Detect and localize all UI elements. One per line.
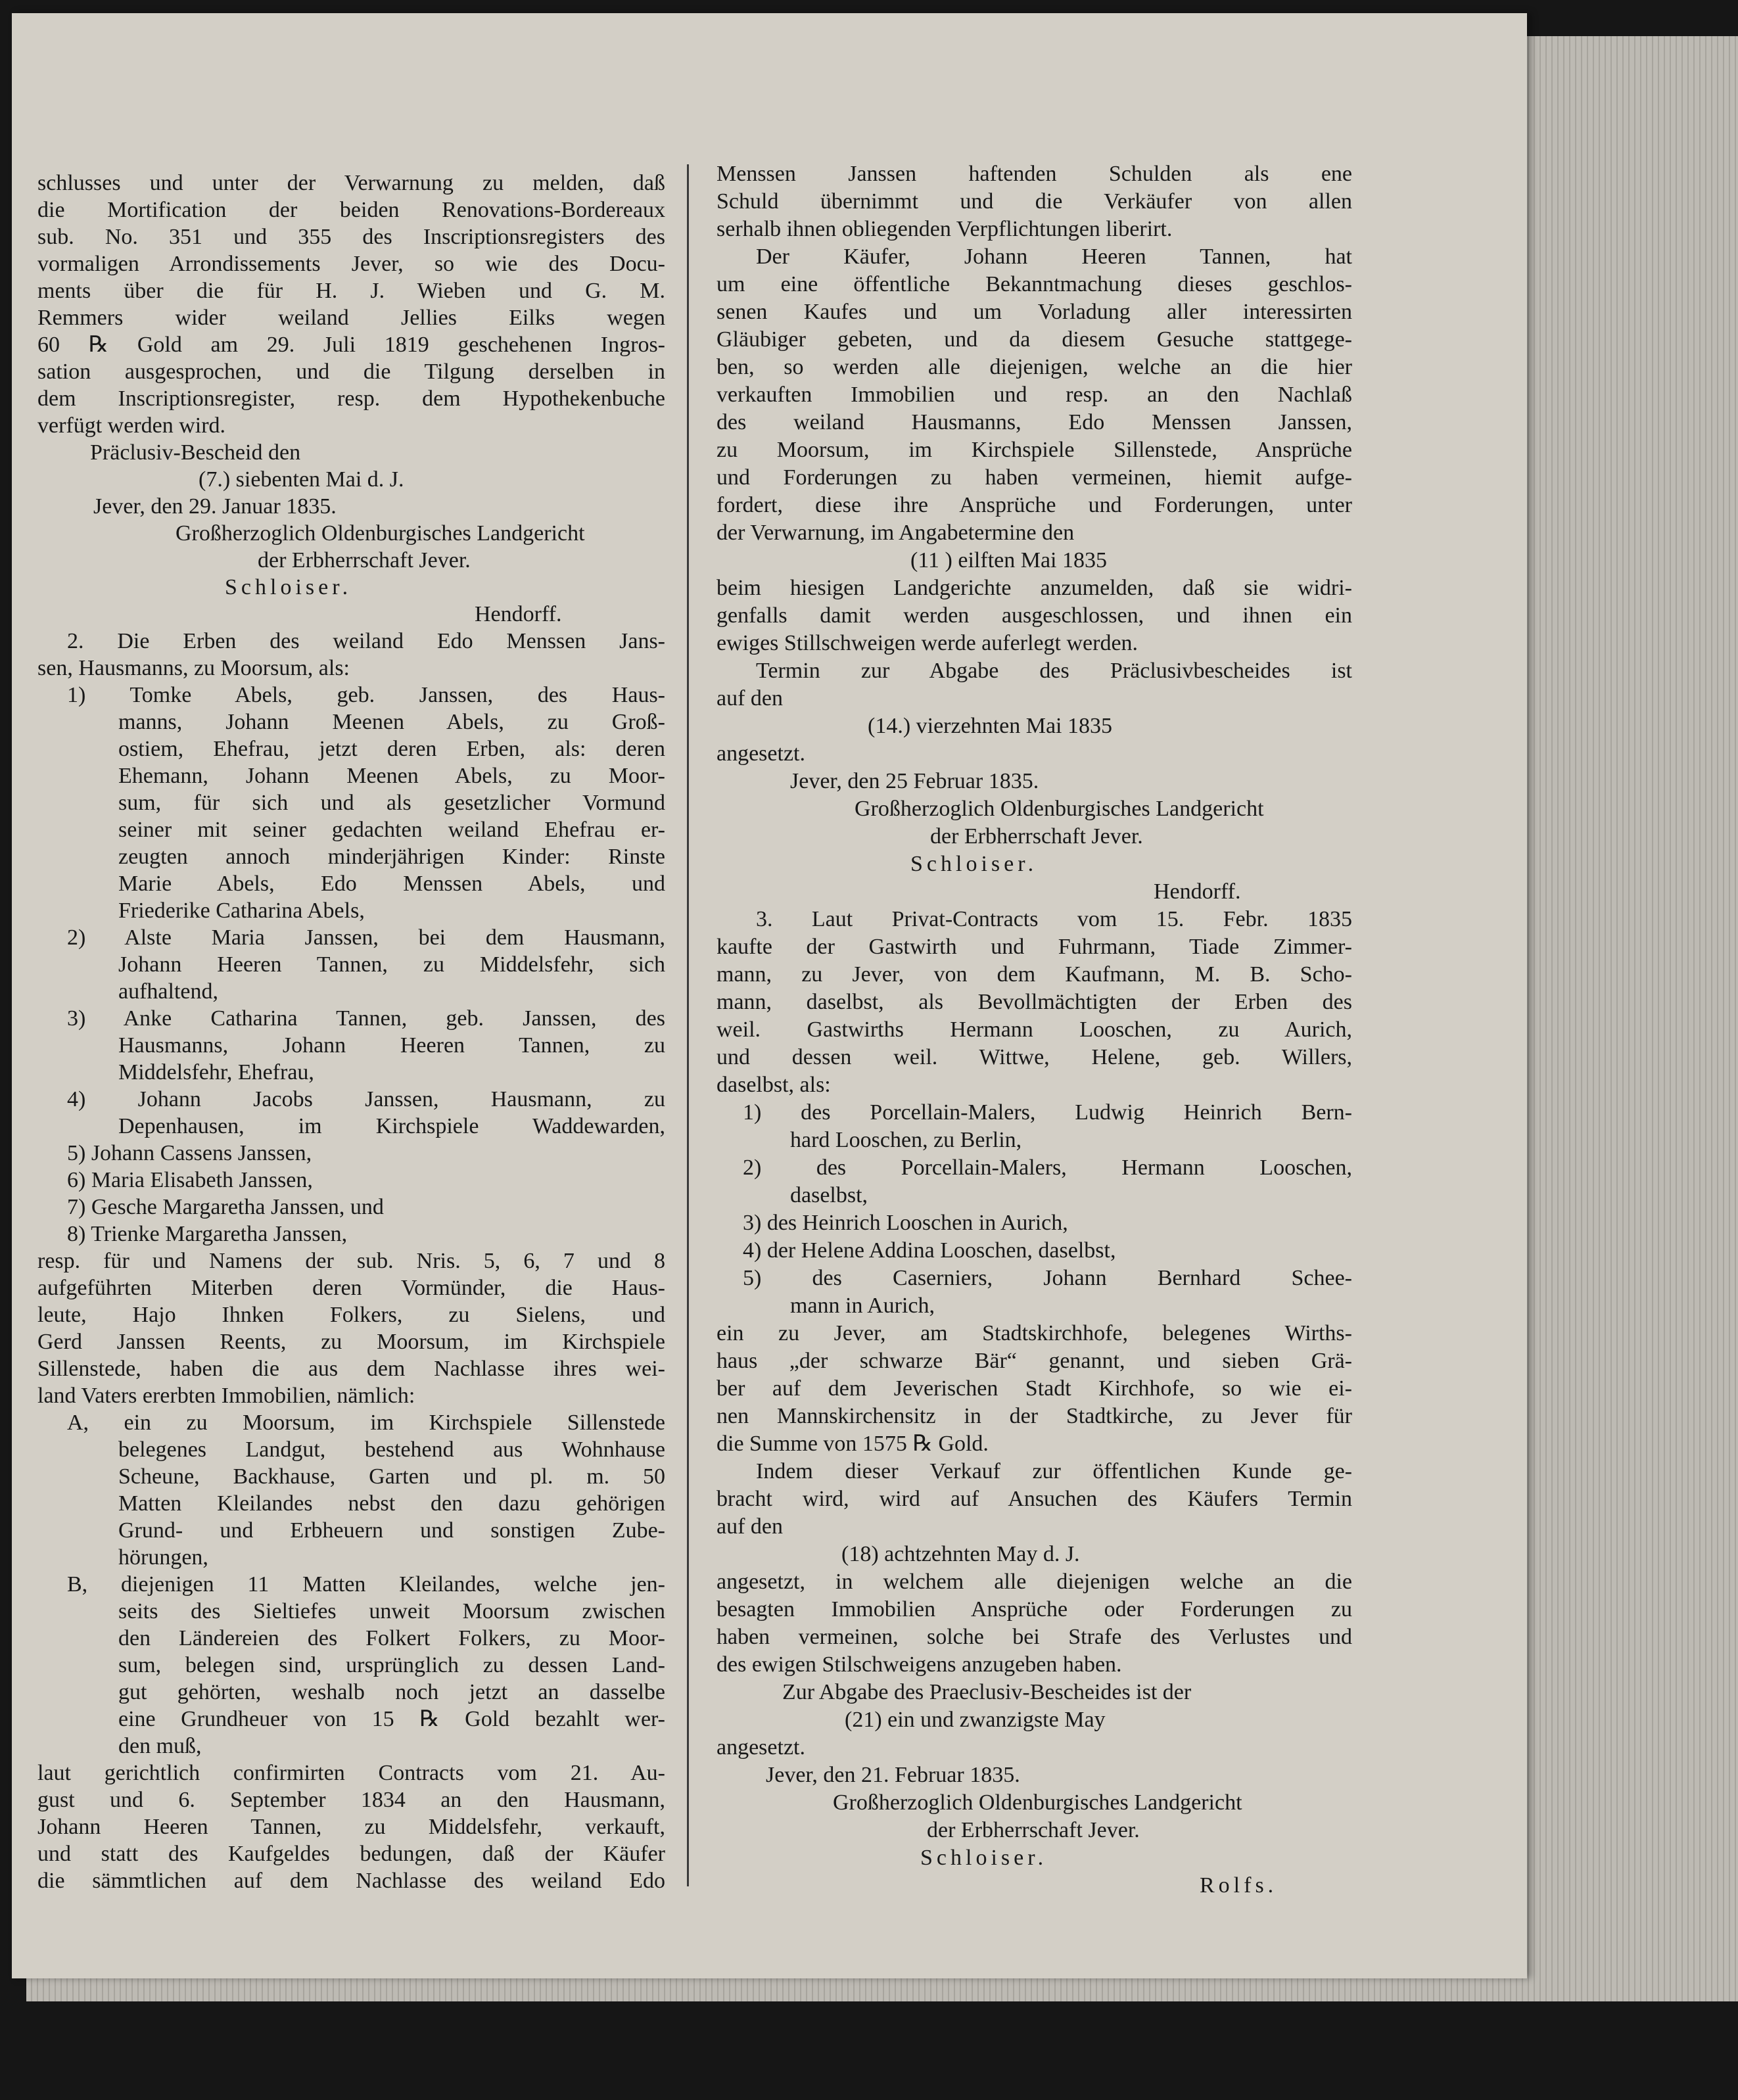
left-line-18: 2. Die Erben des weiland Edo Menssen Jans- xyxy=(67,629,665,653)
right-line-22: angesetzt. xyxy=(716,741,805,766)
left-line-51: Grund- und Erbheuern und sonstigen Zube- xyxy=(118,1518,665,1543)
left-line-63: und statt des Kaufgeldes bedungen, daß der Käufer xyxy=(37,1842,665,1866)
left-line-26: zeugten annoch minderjährigen Kinder: Rinste xyxy=(118,845,665,869)
left-line-11: Präclusiv-Bescheid den xyxy=(90,440,301,465)
right-line-54: haben vermeinen, solche bei Strafe des Verlustes und xyxy=(716,1625,1352,1649)
right-line-32: weil. Gastwirths Hermann Looschen, zu Aurich, xyxy=(716,1017,1352,1042)
left-line-20: 1) Tomke Abels, geb. Janssen, des Haus- xyxy=(67,683,665,707)
right-line-26: Schloiser. xyxy=(910,852,1038,876)
left-line-38: 6) Maria Elisabeth Janssen, xyxy=(67,1168,313,1192)
right-line-55: des ewigen Stilschweigens anzugeben haben. xyxy=(716,1652,1122,1677)
left-line-1: schlusses und unter der Verwarnung zu melden, daß xyxy=(37,171,665,195)
right-line-41: 5) des Caserniers, Johann Bernhard Schee- xyxy=(743,1266,1352,1290)
left-line-22: ostiem, Ehefrau, jetzt deren Erben, als: deren xyxy=(118,737,665,761)
right-line-16: beim hiesigen Landgerichte anzumelden, daß sie widri- xyxy=(716,576,1352,600)
right-line-57: (21) ein und zwanzigste May xyxy=(845,1708,1106,1732)
left-line-60: laut gerichtlich confirmirten Contracts vom 21. Au- xyxy=(37,1761,665,1785)
right-line-34: daselbst, als: xyxy=(716,1073,831,1097)
right-line-50: auf den xyxy=(716,1514,784,1539)
left-line-43: leute, Hajo Ihnken Folkers, zu Sielens, und xyxy=(37,1303,665,1327)
right-line-45: ber auf dem Jeverischen Stadt Kirchhofe, so wie ei- xyxy=(716,1376,1352,1401)
left-line-50: Matten Kleilandes nebst den dazu gehörigen xyxy=(118,1491,665,1516)
left-line-55: den Ländereien des Folkert Folkers, zu Moor- xyxy=(118,1626,665,1650)
right-line-42: mann in Aurich, xyxy=(790,1294,935,1318)
right-line-23: Jever, den 25 Februar 1835. xyxy=(790,769,1039,793)
right-line-25: der Erbherrschaft Jever. xyxy=(930,824,1143,849)
right-line-1: Menssen Janssen haftenden Schulden als ene xyxy=(716,162,1352,186)
right-line-31: mann, daselbst, als Bevollmächtigten der Erben des xyxy=(716,990,1352,1014)
left-line-39: 7) Gesche Margaretha Janssen, und xyxy=(67,1195,384,1219)
right-column xyxy=(716,160,1352,1900)
right-line-51: (18) achtzehnten May d. J. xyxy=(841,1542,1080,1566)
left-line-59: den muß, xyxy=(118,1734,202,1758)
right-line-37: 2) des Porcellain-Malers, Hermann Looschen, xyxy=(743,1155,1352,1180)
left-line-17: Hendorff. xyxy=(475,602,562,626)
left-line-2: die Mortification der beiden Renovations-Bordereaux xyxy=(37,198,665,222)
right-line-9: verkauften Immobilien und resp. an den Nachlaß xyxy=(716,383,1352,407)
left-line-30: Johann Heeren Tannen, zu Middelsfehr, sich xyxy=(118,952,665,977)
left-line-21: manns, Johann Meenen Abels, zu Groß- xyxy=(118,710,665,734)
left-line-27: Marie Abels, Edo Menssen Abels, und xyxy=(118,872,665,896)
right-line-12: und Forderungen zu haben vermeinen, hiemit aufge- xyxy=(716,465,1352,490)
left-line-5: ments über die für H. J. Wieben und G. M. xyxy=(37,279,665,303)
right-line-28: 3. Laut Privat-Contracts vom 15. Febr. 1835 xyxy=(756,907,1352,931)
left-line-44: Gerd Janssen Reents, zu Moorsum, im Kirchspiele xyxy=(37,1330,665,1354)
right-line-3: serhalb ihnen obliegenden Verpflichtungen liberirt. xyxy=(716,217,1173,241)
left-line-15: der Erbherrschaft Jever. xyxy=(258,548,471,572)
left-line-12: (7.) siebenten Mai d. J. xyxy=(199,467,404,492)
left-line-19: sen, Hausmanns, zu Moorsum, als: xyxy=(37,656,350,680)
left-line-56: sum, belegen sind, ursprünglich zu dessen Land- xyxy=(118,1653,665,1677)
left-line-34: Middelsfehr, Ehefrau, xyxy=(118,1060,314,1085)
right-line-35: 1) des Porcellain-Malers, Ludwig Heinrich Bern- xyxy=(743,1100,1352,1125)
left-line-7: 60 ℞ Gold am 29. Juli 1819 geschehenen Ingros- xyxy=(37,333,665,357)
right-line-48: Indem dieser Verkauf zur öffentlichen Kunde ge- xyxy=(756,1459,1352,1483)
right-line-58: angesetzt. xyxy=(716,1735,805,1760)
right-line-10: des weiland Hausmanns, Edo Menssen Janssen, xyxy=(716,410,1352,434)
left-column xyxy=(37,170,665,1894)
right-line-52: angesetzt, in welchem alle diejenigen welche an die xyxy=(716,1570,1352,1594)
right-line-53: besagten Immobilien Ansprüche oder Forderungen zu xyxy=(716,1597,1352,1622)
left-line-28: Friederike Catharina Abels, xyxy=(118,898,365,923)
left-line-49: Scheune, Backhause, Garten und pl. m. 50 xyxy=(118,1464,665,1489)
right-line-5: um eine öffentliche Bekanntmachung dieses geschlos- xyxy=(716,272,1352,296)
right-line-11: zu Moorsum, im Kirchspiele Sillenstede, Ansprüche xyxy=(716,438,1352,462)
right-line-18: ewiges Stillschweigen werde auferlegt werden. xyxy=(716,631,1139,655)
left-line-8: sation ausgesprochen, und die Tilgung derselben in xyxy=(37,360,665,384)
left-line-61: gust und 6. September 1834 an den Hausmann, xyxy=(37,1788,665,1812)
left-line-37: 5) Johann Cassens Janssen, xyxy=(67,1141,312,1165)
right-line-44: haus „der schwarze Bär“ genannt, und sieben Grä- xyxy=(716,1349,1352,1373)
right-line-13: fordert, diese ihre Ansprüche und Forderungen, unter xyxy=(716,493,1352,517)
right-line-30: mann, zu Jever, von dem Kaufmann, M. B. Scho- xyxy=(716,962,1352,987)
right-line-38: daselbst, xyxy=(790,1183,868,1207)
right-line-36: hard Looschen, zu Berlin, xyxy=(790,1128,1022,1152)
right-line-40: 4) der Helene Addina Looschen, daselbst, xyxy=(743,1238,1116,1263)
left-line-57: gut gehörten, weshalb noch jetzt an dasselbe xyxy=(118,1680,665,1704)
right-line-61: der Erbherrschaft Jever. xyxy=(927,1818,1140,1842)
left-line-54: seits des Sieltiefes unweit Moorsum zwischen xyxy=(118,1599,665,1623)
left-line-46: land Vaters ererbten Immobilien, nämlich: xyxy=(37,1384,415,1408)
left-line-48: belegenes Landgut, bestehend aus Wohnhause xyxy=(118,1437,665,1462)
right-line-4: Der Käufer, Johann Heeren Tannen, hat xyxy=(756,245,1352,269)
left-line-4: vormaligen Arrondissements Jever, so wie des Docu- xyxy=(37,252,665,276)
right-line-17: genfalls damit werden ausgeschlossen, und ihnen ein xyxy=(716,603,1352,628)
right-line-20: auf den xyxy=(716,686,784,711)
left-line-31: aufhaltend, xyxy=(118,979,218,1004)
left-line-14: Großherzoglich Oldenburgisches Landgericht xyxy=(176,521,585,546)
left-line-3: sub. No. 351 und 355 des Inscriptionsregisters des xyxy=(37,225,665,249)
left-line-9: dem Inscriptionsregister, resp. dem Hypothekenbuche xyxy=(37,386,665,411)
left-line-33: Hausmanns, Johann Heeren Tannen, zu xyxy=(118,1033,665,1058)
left-line-36: Depenhausen, im Kirchspiele Waddewarden, xyxy=(118,1114,665,1138)
left-line-58: eine Grundheuer von 15 ℞ Gold bezahlt wer- xyxy=(118,1707,665,1731)
right-line-27: Hendorff. xyxy=(1154,879,1241,904)
right-line-47: die Summe von 1575 ℞ Gold. xyxy=(716,1432,989,1456)
right-line-39: 3) des Heinrich Looschen in Aurich, xyxy=(743,1211,1068,1235)
left-line-41: resp. für und Namens der sub. Nris. 5, 6, 7 und 8 xyxy=(37,1249,665,1273)
right-line-8: ben, so werden alle diejenigen, welche an die hier xyxy=(716,355,1352,379)
right-line-59: Jever, den 21. Februar 1835. xyxy=(766,1763,1020,1787)
left-line-52: hörungen, xyxy=(118,1545,208,1570)
right-line-43: ein zu Jever, am Stadtskirchhofe, belegenes Wirths- xyxy=(716,1321,1352,1345)
left-line-53: B, diejenigen 11 Matten Kleilandes, welche jen- xyxy=(67,1572,665,1597)
left-line-35: 4) Johann Jacobs Janssen, Hausmann, zu xyxy=(67,1087,665,1111)
right-line-46: nen Mannskirchensitz in der Stadtkirche, zu Jever für xyxy=(716,1404,1352,1428)
left-line-16: Schloiser. xyxy=(225,575,352,599)
right-line-21: (14.) vierzehnten Mai 1835 xyxy=(868,714,1112,738)
left-line-64: die sämmtlichen auf dem Nachlasse des weiland Edo xyxy=(37,1869,665,1893)
right-line-33: und dessen weil. Wittwe, Helene, geb. Willers, xyxy=(716,1045,1352,1069)
right-line-7: Gläubiger gebeten, und da diesem Gesuche stattgege- xyxy=(716,327,1352,352)
left-line-6: Remmers wider weiland Jellies Eilks wegen xyxy=(37,306,665,330)
right-line-62: Schloiser. xyxy=(920,1846,1048,1870)
right-line-6: senen Kaufes und um Vorladung aller interessirten xyxy=(716,300,1352,324)
left-line-40: 8) Trienke Margaretha Janssen, xyxy=(67,1222,348,1246)
right-line-24: Großherzoglich Oldenburgisches Landgericht xyxy=(855,797,1264,821)
right-line-29: kaufte der Gastwirth und Fuhrmann, Tiade Zimmer- xyxy=(716,935,1352,959)
left-line-42: aufgeführten Miterben deren Vormünder, die Haus- xyxy=(37,1276,665,1300)
left-line-62: Johann Heeren Tannen, zu Middelsfehr, verkauft, xyxy=(37,1815,665,1839)
right-line-2: Schuld übernimmt und die Verkäufer von allen xyxy=(716,189,1352,214)
left-line-25: seiner mit seiner gedachten weiland Ehefrau er- xyxy=(118,818,665,842)
column-divider xyxy=(687,164,689,1886)
left-line-24: sum, für sich und als gesetzlicher Vormund xyxy=(118,791,665,815)
left-line-23: Ehemann, Johann Meenen Abels, zu Moor- xyxy=(118,764,665,788)
left-line-32: 3) Anke Catharina Tannen, geb. Janssen, des xyxy=(67,1006,665,1031)
right-line-15: (11 ) eilften Mai 1835 xyxy=(910,548,1107,572)
left-line-29: 2) Alste Maria Janssen, bei dem Hausmann, xyxy=(67,925,665,950)
left-line-47: A, ein zu Moorsum, im Kirchspiele Sillenstede xyxy=(67,1411,665,1435)
right-line-56: Zur Abgabe des Praeclusiv-Bescheides ist der xyxy=(782,1680,1192,1704)
right-line-49: bracht wird, wird auf Ansuchen des Käufers Termin xyxy=(716,1487,1352,1511)
left-line-13: Jever, den 29. Januar 1835. xyxy=(93,494,337,519)
right-line-14: der Verwarnung, im Angabetermine den xyxy=(716,521,1075,545)
right-line-60: Großherzoglich Oldenburgisches Landgericht xyxy=(833,1790,1242,1815)
newspaper-page xyxy=(12,13,1527,1978)
left-line-45: Sillenstede, haben die aus dem Nachlasse ihres wei- xyxy=(37,1357,665,1381)
right-line-63: Rolfs. xyxy=(1200,1873,1278,1898)
left-line-10: verfügt werden wird. xyxy=(37,413,226,438)
right-line-19: Termin zur Abgabe des Präclusivbescheides ist xyxy=(756,659,1352,683)
